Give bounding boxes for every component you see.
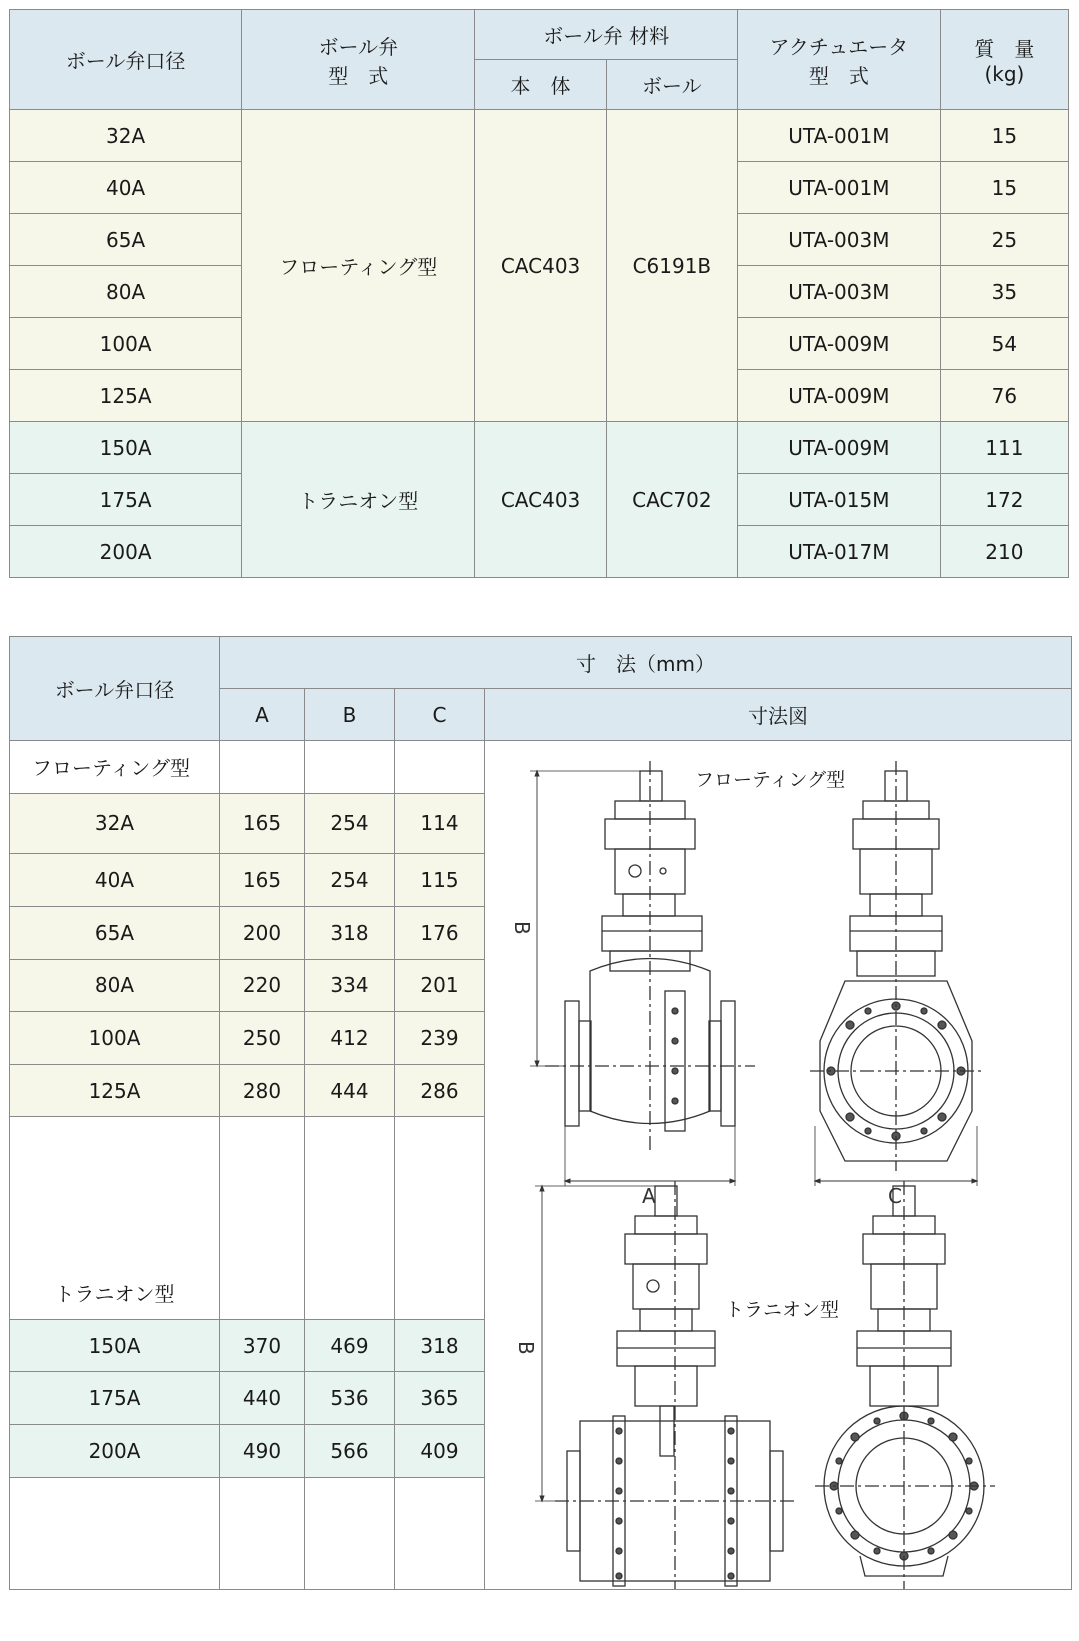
empty-cell <box>220 1117 305 1319</box>
header-mass <box>940 10 1068 110</box>
actuator-cell: UTA-009M <box>738 370 941 422</box>
header-ball: ボール <box>606 60 737 110</box>
floating-front-view <box>810 761 982 1186</box>
dim-b-cell: 469 <box>305 1319 395 1372</box>
dim-b-cell: 536 <box>305 1372 395 1425</box>
header-drawing: 寸法図 <box>485 689 1072 741</box>
empty-cell <box>395 1117 485 1319</box>
size-cell: 40A <box>10 162 242 214</box>
empty-cell <box>305 1117 395 1319</box>
mass-cell: 35 <box>940 266 1068 318</box>
empty-cell <box>220 741 305 794</box>
header-actuator-line2: 型 式 <box>808 63 869 88</box>
dim-a-cell: 220 <box>220 959 305 1012</box>
size-cell: 125A <box>10 1064 220 1117</box>
dim-a-cell: 250 <box>220 1012 305 1065</box>
header-valve-type-line1: ボール弁 <box>318 34 399 59</box>
dim-a-cell: 490 <box>220 1424 305 1477</box>
header-mass-line2: (kg) <box>984 62 1025 86</box>
dim-a-cell: 370 <box>220 1319 305 1372</box>
dim-c-cell: 201 <box>395 959 485 1012</box>
dimension-table <box>9 636 1072 1590</box>
trunnion-side-view <box>535 1181 795 1589</box>
size-cell: 175A <box>10 1372 220 1425</box>
actuator-cell: UTA-003M <box>738 214 941 266</box>
size-cell: 175A <box>10 474 242 526</box>
header-material: ボール弁 材料 <box>475 10 738 60</box>
size-cell: 150A <box>10 422 242 474</box>
body-material-cell: CAC403 <box>475 422 606 578</box>
empty-cell <box>395 1477 485 1589</box>
floating-dim-b-label: B <box>510 921 534 935</box>
header-valve-type <box>242 10 475 110</box>
trunnion-drawing-title: トラニオン型 <box>725 1299 840 1321</box>
size-cell: 200A <box>10 526 242 578</box>
ball-material-cell: CAC702 <box>606 422 737 578</box>
header-valve-size: ボール弁口径 <box>10 10 242 110</box>
trunnion-group-label: トラニオン型 <box>10 1117 220 1319</box>
header-actuator-line1: アクチュエータ <box>769 34 909 59</box>
trunnion-front-view <box>815 1181 995 1589</box>
dim-b-cell: 566 <box>305 1424 395 1477</box>
valve-spec-table <box>9 9 1069 578</box>
dim-c-cell: 239 <box>395 1012 485 1065</box>
body-material-cell: CAC403 <box>475 110 606 422</box>
mass-cell: 210 <box>940 526 1068 578</box>
dim-b-cell: 334 <box>305 959 395 1012</box>
dim-c-cell: 318 <box>395 1319 485 1372</box>
mass-cell: 172 <box>940 474 1068 526</box>
ball-material-cell: C6191B <box>606 110 737 422</box>
dim-a-cell: 165 <box>220 854 305 907</box>
mass-cell: 111 <box>940 422 1068 474</box>
header-valve-size: ボール弁口径 <box>10 637 220 741</box>
floating-side-view <box>530 761 755 1186</box>
valve-type-cell: フローティング型 <box>242 110 475 422</box>
header-valve-type-line2: 型 式 <box>328 63 389 88</box>
size-cell: 80A <box>10 266 242 318</box>
header-mass-line1: 質 量 <box>974 37 1035 61</box>
mass-cell: 76 <box>940 370 1068 422</box>
empty-cell <box>220 1477 305 1589</box>
actuator-cell: UTA-009M <box>738 422 941 474</box>
actuator-cell: UTA-009M <box>738 318 941 370</box>
trunnion-dim-b-label: B <box>514 1341 538 1355</box>
dim-b-cell: 412 <box>305 1012 395 1065</box>
mass-cell: 15 <box>940 110 1068 162</box>
dim-b-cell: 254 <box>305 854 395 907</box>
size-cell: 32A <box>10 110 242 162</box>
dim-c-cell: 409 <box>395 1424 485 1477</box>
dim-c-cell: 365 <box>395 1372 485 1425</box>
floating-dim-c-label: C <box>888 1184 902 1208</box>
dim-a-cell: 280 <box>220 1064 305 1117</box>
empty-cell <box>305 741 395 794</box>
dim-c-cell: 176 <box>395 906 485 959</box>
actuator-cell: UTA-003M <box>738 266 941 318</box>
header-dim-c: C <box>395 689 485 741</box>
dim-b-cell: 444 <box>305 1064 395 1117</box>
dim-a-cell: 165 <box>220 793 305 854</box>
header-dimensions: 寸 法（mm） <box>220 637 1072 689</box>
size-cell: 80A <box>10 959 220 1012</box>
mass-cell: 54 <box>940 318 1068 370</box>
dim-b-cell: 318 <box>305 906 395 959</box>
mass-cell: 25 <box>940 214 1068 266</box>
dim-a-cell: 200 <box>220 906 305 959</box>
size-cell: 40A <box>10 854 220 907</box>
dimension-drawing <box>485 741 1072 1590</box>
dim-c-cell: 114 <box>395 793 485 854</box>
actuator-cell: UTA-001M <box>738 110 941 162</box>
actuator-cell: UTA-001M <box>738 162 941 214</box>
actuator-cell: UTA-015M <box>738 474 941 526</box>
floating-drawing-title: フローティング型 <box>695 769 846 791</box>
dim-b-cell: 254 <box>305 793 395 854</box>
header-dim-a: A <box>220 689 305 741</box>
size-cell: 65A <box>10 214 242 266</box>
floating-group-label: フローティング型 <box>10 741 220 794</box>
dim-c-cell: 286 <box>395 1064 485 1117</box>
header-dim-b: B <box>305 689 395 741</box>
header-body: 本 体 <box>475 60 606 110</box>
valve-drawing-svg <box>485 741 1072 1589</box>
size-cell: 125A <box>10 370 242 422</box>
dim-c-cell: 115 <box>395 854 485 907</box>
empty-cell <box>395 741 485 794</box>
dim-a-cell: 440 <box>220 1372 305 1425</box>
size-cell: 150A <box>10 1319 220 1372</box>
header-actuator-type <box>738 10 941 110</box>
size-cell: 100A <box>10 1012 220 1065</box>
empty-cell <box>305 1477 395 1589</box>
size-cell: 32A <box>10 793 220 854</box>
empty-cell <box>10 1477 220 1589</box>
valve-type-cell: トラニオン型 <box>242 422 475 578</box>
size-cell: 200A <box>10 1424 220 1477</box>
mass-cell: 15 <box>940 162 1068 214</box>
size-cell: 100A <box>10 318 242 370</box>
size-cell: 65A <box>10 906 220 959</box>
floating-dim-a-label: A <box>642 1184 656 1208</box>
actuator-cell: UTA-017M <box>738 526 941 578</box>
